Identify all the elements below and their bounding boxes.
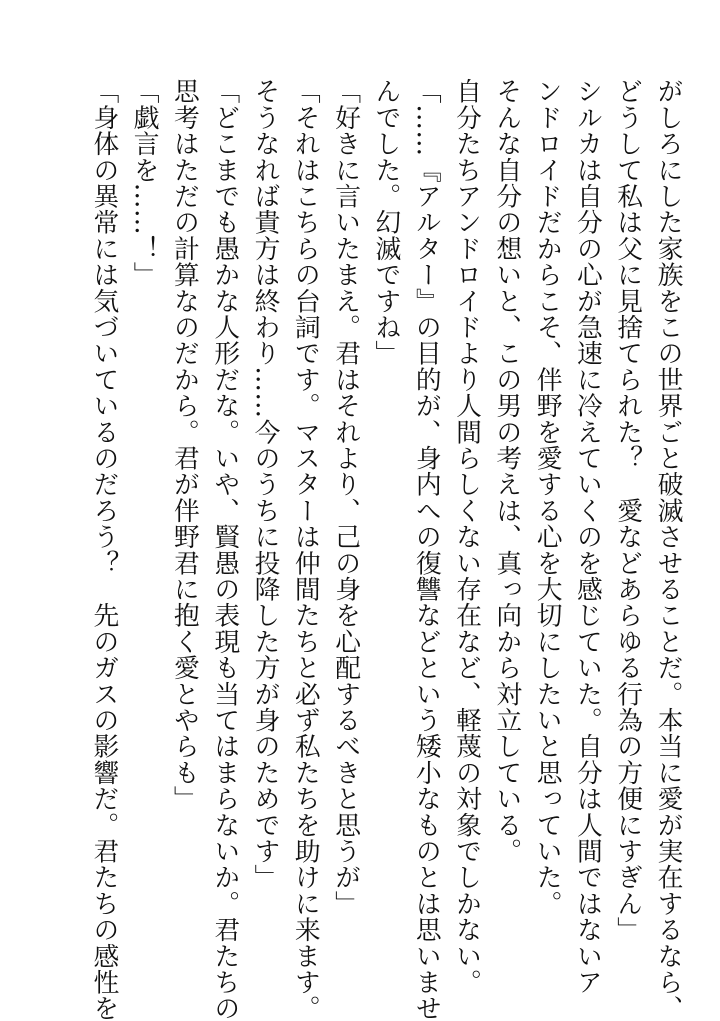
text-line: そうなれば貴方は終わり……今のうちに投降した方が身のためです」	[250, 78, 281, 891]
text-line: そんな自分の想いと、この男の考えは、真っ向から対立している。	[491, 78, 522, 864]
text-line: 「どこまでも愚かな人形だな。いや、賢愚の表現も当てはまらないか。君たちの	[209, 78, 240, 1021]
text-line: 思考はただの計算なのだから。君が伴野君に抱く愛とやらも」	[169, 78, 200, 812]
text-line: 「好きに言いたまえ。君はそれより、己の身を心配するべきと思うが」	[330, 78, 361, 917]
text-line: んでした。幻滅ですね」	[370, 78, 401, 367]
text-line: 「それはこちらの台詞です。マスターは仲間たちと必ず私たちを助けに来ます。	[290, 78, 321, 1021]
vertical-text-body	[84, 78, 688, 1021]
text-line: シルカは自分の心が急速に冷えていくのを感じていた。自分は人間ではないア	[572, 78, 603, 995]
text-line: 「戯言を……！」	[129, 78, 160, 288]
text-line: どうして私は父に見捨てられた？ 愛などあらゆる行為の方便にすぎん」	[612, 78, 643, 943]
text-line: がしろにした家族をこの世界ごと破滅させることだ。本当に愛が実在するなら、	[653, 78, 683, 1021]
text-line: ンドロイドだからこそ、伴野を愛する心を大切にしたいと思っていた。	[532, 78, 563, 917]
text-line: 自分たちアンドロイドより人間らしくない存在など、軽蔑の対象でしかない。	[451, 78, 482, 995]
text-line: 「身体の異常には気づいているのだろう？ 先のガスの影響だ。君たちの感性を	[88, 78, 119, 1021]
text-line: 「……『アルター』の目的が、身内への復讐などという矮小なものとは思いませ	[411, 78, 442, 1021]
